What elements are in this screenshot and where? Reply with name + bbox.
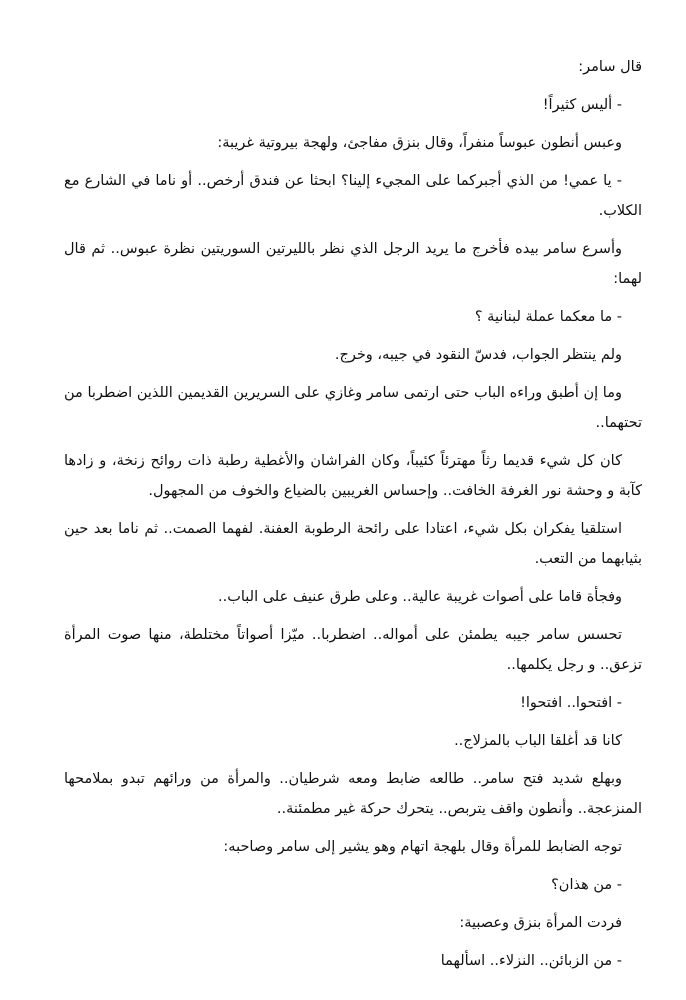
paragraph: فردت المرأة بنزق وعصبية: [459,915,622,931]
paragraph: كان كل شيء قديما رثاً مهترئاً كئيباً، وكان الفراشان والأغطية رطبة ذات روائح زنخة، و زادها كآبة و وحشة نور الغرفة الخافت.. وإحساس الغريبين بالضياع والخوف من المجهول. [64,453,642,499]
paragraph: تحسس سامر جيبه يطمئن على أمواله.. اضطربا.. ميّزا أصواتاً مختلطة، منها صوت المرأة تزعق.. و رجل يكلمها.. [64,627,642,673]
paragraph: - من الزبائن.. النزلاء.. اسألهما [440,953,622,969]
paragraph: وما إن أطبق وراءه الباب حتى ارتمى سامر وغازي على السريرين القديمين اللذين اضطربا من تحتهما.. [64,385,642,431]
body-text [64,52,642,984]
paragraph: - ما معكما عملة لبنانية ؟ [474,309,622,325]
paragraph: قال سامر: [578,59,642,75]
paragraph: - افتحوا.. افتحوا! [520,695,622,711]
paragraph: ولم ينتظر الجواب، فدسّ النقود في جيبه، وخرج. [334,347,622,363]
paragraph: وبهلع شديد فتح سامر.. طالعه ضابط ومعه شرطيان.. والمرأة من ورائهم تبدو بملامحها المنزعجة.. وأنطون واقف يتربص.. يتحرك حركة غير مطمئنة.. [64,771,642,817]
paragraph: وأسرع سامر بيده فأخرج ما يريد الرجل الذي نظر بالليرتين السوريتين نظرة عبوس.. ثم قال لهما: [64,241,642,287]
paragraph: وفجأة قاما على أصوات غريبة عالية.. وعلى طرق عنيف على الباب.. [218,589,622,605]
paragraph: وعبس أنطون عبوساً منفراً، وقال بنزق مفاجئ، ولهجة بيروتية غريبة: [217,135,622,151]
paragraph: توجه الضابط للمرأة وقال بلهجة اتهام وهو يشير إلى سامر وصاحبه: [223,839,622,855]
paragraph: كانا قد أغلقا الباب بالمزلاج.. [454,733,622,749]
paragraph: - أليس كثيراً! [542,97,622,113]
paragraph: - يا عمي! من الذي أجبركما على المجيء إلينا؟ ابحثا عن فندق أرخص.. أو ناما في الشارع مع الكلاب. [64,173,642,219]
paragraph: استلقيا يفكران بكل شيء، اعتادا على رائحة الرطوبة العفنة. لفهما الصمت.. ثم ناما بعد حين بثيابهما من التعب. [64,521,642,567]
paragraph: - من هذان؟ [551,877,622,893]
